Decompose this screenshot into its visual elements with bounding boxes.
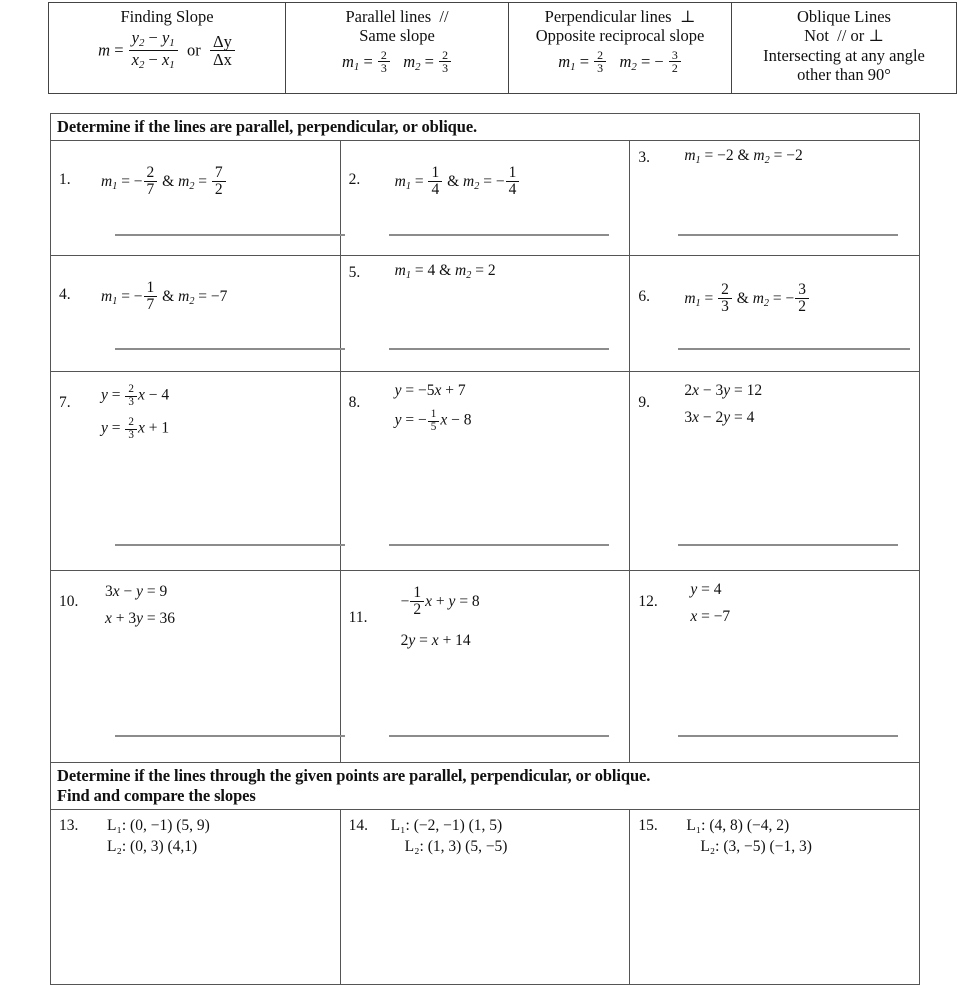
problem-4-expression: $m_1$ = − $\frac{1}{7}$ & $m_2 = -7$ <box>101 279 228 314</box>
answer-line-7[interactable] <box>115 544 345 546</box>
reference-subtitle-perpendicular: Opposite reciprocal slope <box>535 26 705 46</box>
problem-cell-9 <box>630 372 920 571</box>
answer-line-2[interactable] <box>389 234 609 236</box>
reference-title-perpendicular: Perpendicular lines ⊥ <box>544 7 696 26</box>
problem-12-equations <box>690 581 911 626</box>
problem-number-14: 14. <box>348 817 369 835</box>
directions-slopes <box>51 114 920 141</box>
answer-line-6[interactable] <box>678 348 910 350</box>
directions-slopes-line1: Determine if the lines are parallel, perpendicular, or oblique. <box>57 117 478 136</box>
answer-line-5[interactable] <box>389 348 609 350</box>
answer-line-3[interactable] <box>678 234 898 236</box>
reference-subtitle-parallel: Same slope <box>359 26 435 46</box>
problem-7-equation-2: y = $\frac{2}{3}$ x + 1 <box>101 416 170 441</box>
problem-5 <box>341 256 630 371</box>
problem-number-10: 10. <box>59 593 79 611</box>
problem-10-equation-2: x + 3y = 36 <box>105 610 176 628</box>
problem-1-expression: $m_1$ = − $\frac{2}{7}$ & $m_2$ = $\frac{7}{2}$ <box>101 165 332 198</box>
problem-row-1 <box>51 141 920 256</box>
reference-title-finding-slope: Finding Slope <box>120 7 214 26</box>
problem-13-line-1: L₁: (0, −1) (5, 9) <box>107 817 210 835</box>
answer-line-1[interactable] <box>115 234 345 236</box>
problem-number-9: 9. <box>638 394 650 412</box>
answer-line-8[interactable] <box>389 544 609 546</box>
directions-row-points <box>51 763 920 810</box>
problem-12-equation-1: y = 4 <box>690 581 722 599</box>
problem-row-5 <box>51 810 920 985</box>
slope-formula: m = $\frac{y_2 - y_1}{x_2 - x_1}$ or $\frac{\Delta y}{\Delta x}$ <box>53 29 281 71</box>
answer-line-12[interactable] <box>678 735 898 737</box>
slope-fraction: $\frac{y_2 - y_1}{x_2 - x_1}$ <box>129 29 178 71</box>
problem-number-13: 13. <box>59 817 79 835</box>
problem-number-11: 11. <box>348 609 368 627</box>
problem-15-line-2: L₂: (3, −5) (−1, 3) <box>700 838 812 856</box>
problem-cell-5 <box>340 256 630 372</box>
problem-cell-7 <box>51 372 341 571</box>
reference-cell-finding-slope <box>49 3 286 94</box>
reference-cell-parallel <box>286 3 509 94</box>
problem-number-6: 6. <box>638 288 650 306</box>
problem-cell-2 <box>340 141 630 256</box>
problem-13 <box>51 810 340 984</box>
problem-11-equation-1: − $\frac{1}{2}$ x + y = 8 <box>400 584 480 619</box>
problem-cell-11 <box>340 571 630 763</box>
problem-14-line-1: L₁: (−2, −1) (1, 5) <box>390 817 503 835</box>
delta-x-label: Δx <box>210 50 235 68</box>
problem-7-equation-1: y = $\frac{2}{3}$ x − 4 <box>101 383 170 408</box>
problem-number-3: 3. <box>638 149 650 167</box>
delta-y-label: Δy <box>212 31 232 51</box>
problem-6-expression: $m_1$ = $\frac{2}{3}$ & $m_2$ = − $\frac{3}{2}$ <box>684 282 911 315</box>
worksheet-table <box>50 113 920 985</box>
problem-cell-4 <box>51 256 341 372</box>
slope-or-label: or <box>186 41 201 61</box>
problem-8-equation-1: y = −5x + 7 <box>394 382 466 400</box>
problem-cell-1 <box>51 141 341 256</box>
problem-10 <box>51 571 340 762</box>
problem-15 <box>630 810 919 984</box>
problem-cell-6 <box>630 256 920 372</box>
answer-line-11[interactable] <box>389 735 609 737</box>
problem-13-line-2: L₂: (0, 3) (4,1) <box>107 838 198 856</box>
problem-10-equation-1: 3x − y = 9 <box>105 583 168 601</box>
answer-line-4[interactable] <box>115 348 345 350</box>
problem-cell-15 <box>630 810 920 985</box>
problem-9 <box>630 372 919 570</box>
problem-3 <box>630 141 919 255</box>
problem-number-2: 2. <box>348 171 361 189</box>
problem-14-line-2: L₂: (1, 3) (5, −5) <box>404 838 508 856</box>
reference-cell-oblique <box>732 3 957 94</box>
problem-14-points <box>391 817 622 856</box>
problem-6 <box>630 256 919 371</box>
reference-oblique-line3: Intersecting at any angle <box>763 45 925 65</box>
problem-3-expression: $m_1 = -2$ & $m_2 = -2$ <box>684 147 803 166</box>
reference-oblique-line4: other than 90° <box>797 65 891 85</box>
directions-points-line1: Determine if the lines through the given points are parallel, perpendicular, or oblique. <box>57 766 651 786</box>
problem-9-equation-2: 3x − 2y = 4 <box>684 409 755 427</box>
problem-11-equation-2: 2y = x + 14 <box>400 632 471 650</box>
problem-cell-10 <box>51 571 341 763</box>
problem-number-12: 12. <box>638 593 658 611</box>
problem-5-expression: $m_1 = 4$ & $m_2 = 2$ <box>394 262 496 281</box>
problem-12-equation-2: x = −7 <box>690 608 731 626</box>
parallel-example: $m_1$ = $\frac{2}{3}$ $m_2$ = $\frac{2}{3}$ <box>290 49 504 74</box>
problem-number-15: 15. <box>638 817 658 835</box>
problem-number-5: 5. <box>348 264 361 282</box>
problem-2 <box>341 141 630 255</box>
reference-title-oblique: Oblique Lines <box>797 7 891 26</box>
problem-14 <box>341 810 630 984</box>
problem-row-4 <box>51 571 920 763</box>
reference-table-row <box>49 3 957 94</box>
answer-line-9[interactable] <box>678 544 898 546</box>
directions-row-slopes <box>51 114 920 141</box>
directions-points <box>51 763 920 810</box>
delta-fraction <box>210 33 235 68</box>
reference-cell-perpendicular <box>509 3 732 94</box>
problem-cell-14 <box>340 810 630 985</box>
problem-number-7: 7. <box>59 394 71 412</box>
problem-8-equation-2: y = − $\frac{1}{5}$ x − 8 <box>394 408 472 433</box>
reference-table <box>48 2 957 94</box>
problem-9-equation-1: 2x − 3y = 12 <box>684 382 763 400</box>
problem-cell-12 <box>630 571 920 763</box>
problem-1 <box>51 141 340 255</box>
problem-12 <box>630 571 919 762</box>
reference-subtitle-oblique: Not // or ⊥ <box>804 26 884 46</box>
problem-11 <box>341 571 630 762</box>
problem-number-4: 4. <box>59 286 71 304</box>
problem-9-equations <box>684 382 911 427</box>
problem-8 <box>341 372 630 570</box>
perpendicular-example: $m_1$ = $\frac{2}{3}$ $m_2$ = − $\frac{3}{2}$ <box>513 49 727 74</box>
problem-11-equations <box>401 585 622 650</box>
directions-points-line2: Find and compare the slopes <box>57 786 256 806</box>
problem-number-1: 1. <box>59 171 71 189</box>
problem-15-line-1: L₁: (4, 8) (−4, 2) <box>686 817 790 835</box>
reference-title-parallel: Parallel lines // <box>345 7 449 26</box>
problem-15-points <box>686 817 911 856</box>
problem-7 <box>51 372 340 570</box>
problem-7-equations <box>101 384 332 441</box>
problem-cell-13 <box>51 810 341 985</box>
answer-line-10[interactable] <box>115 735 345 737</box>
problem-number-8: 8. <box>348 394 361 412</box>
problem-cell-3 <box>630 141 920 256</box>
problem-10-equations <box>105 583 332 628</box>
problem-row-3 <box>51 372 920 571</box>
problem-4 <box>51 256 340 371</box>
problem-2-expression: $m_1$ = $\frac{1}{4}$ & $m_2$ = − $\frac{1}{4}$ <box>395 165 622 198</box>
problem-8-equations <box>395 382 622 433</box>
problem-cell-8 <box>340 372 630 571</box>
problem-row-2 <box>51 256 920 372</box>
problem-13-points <box>107 817 332 856</box>
